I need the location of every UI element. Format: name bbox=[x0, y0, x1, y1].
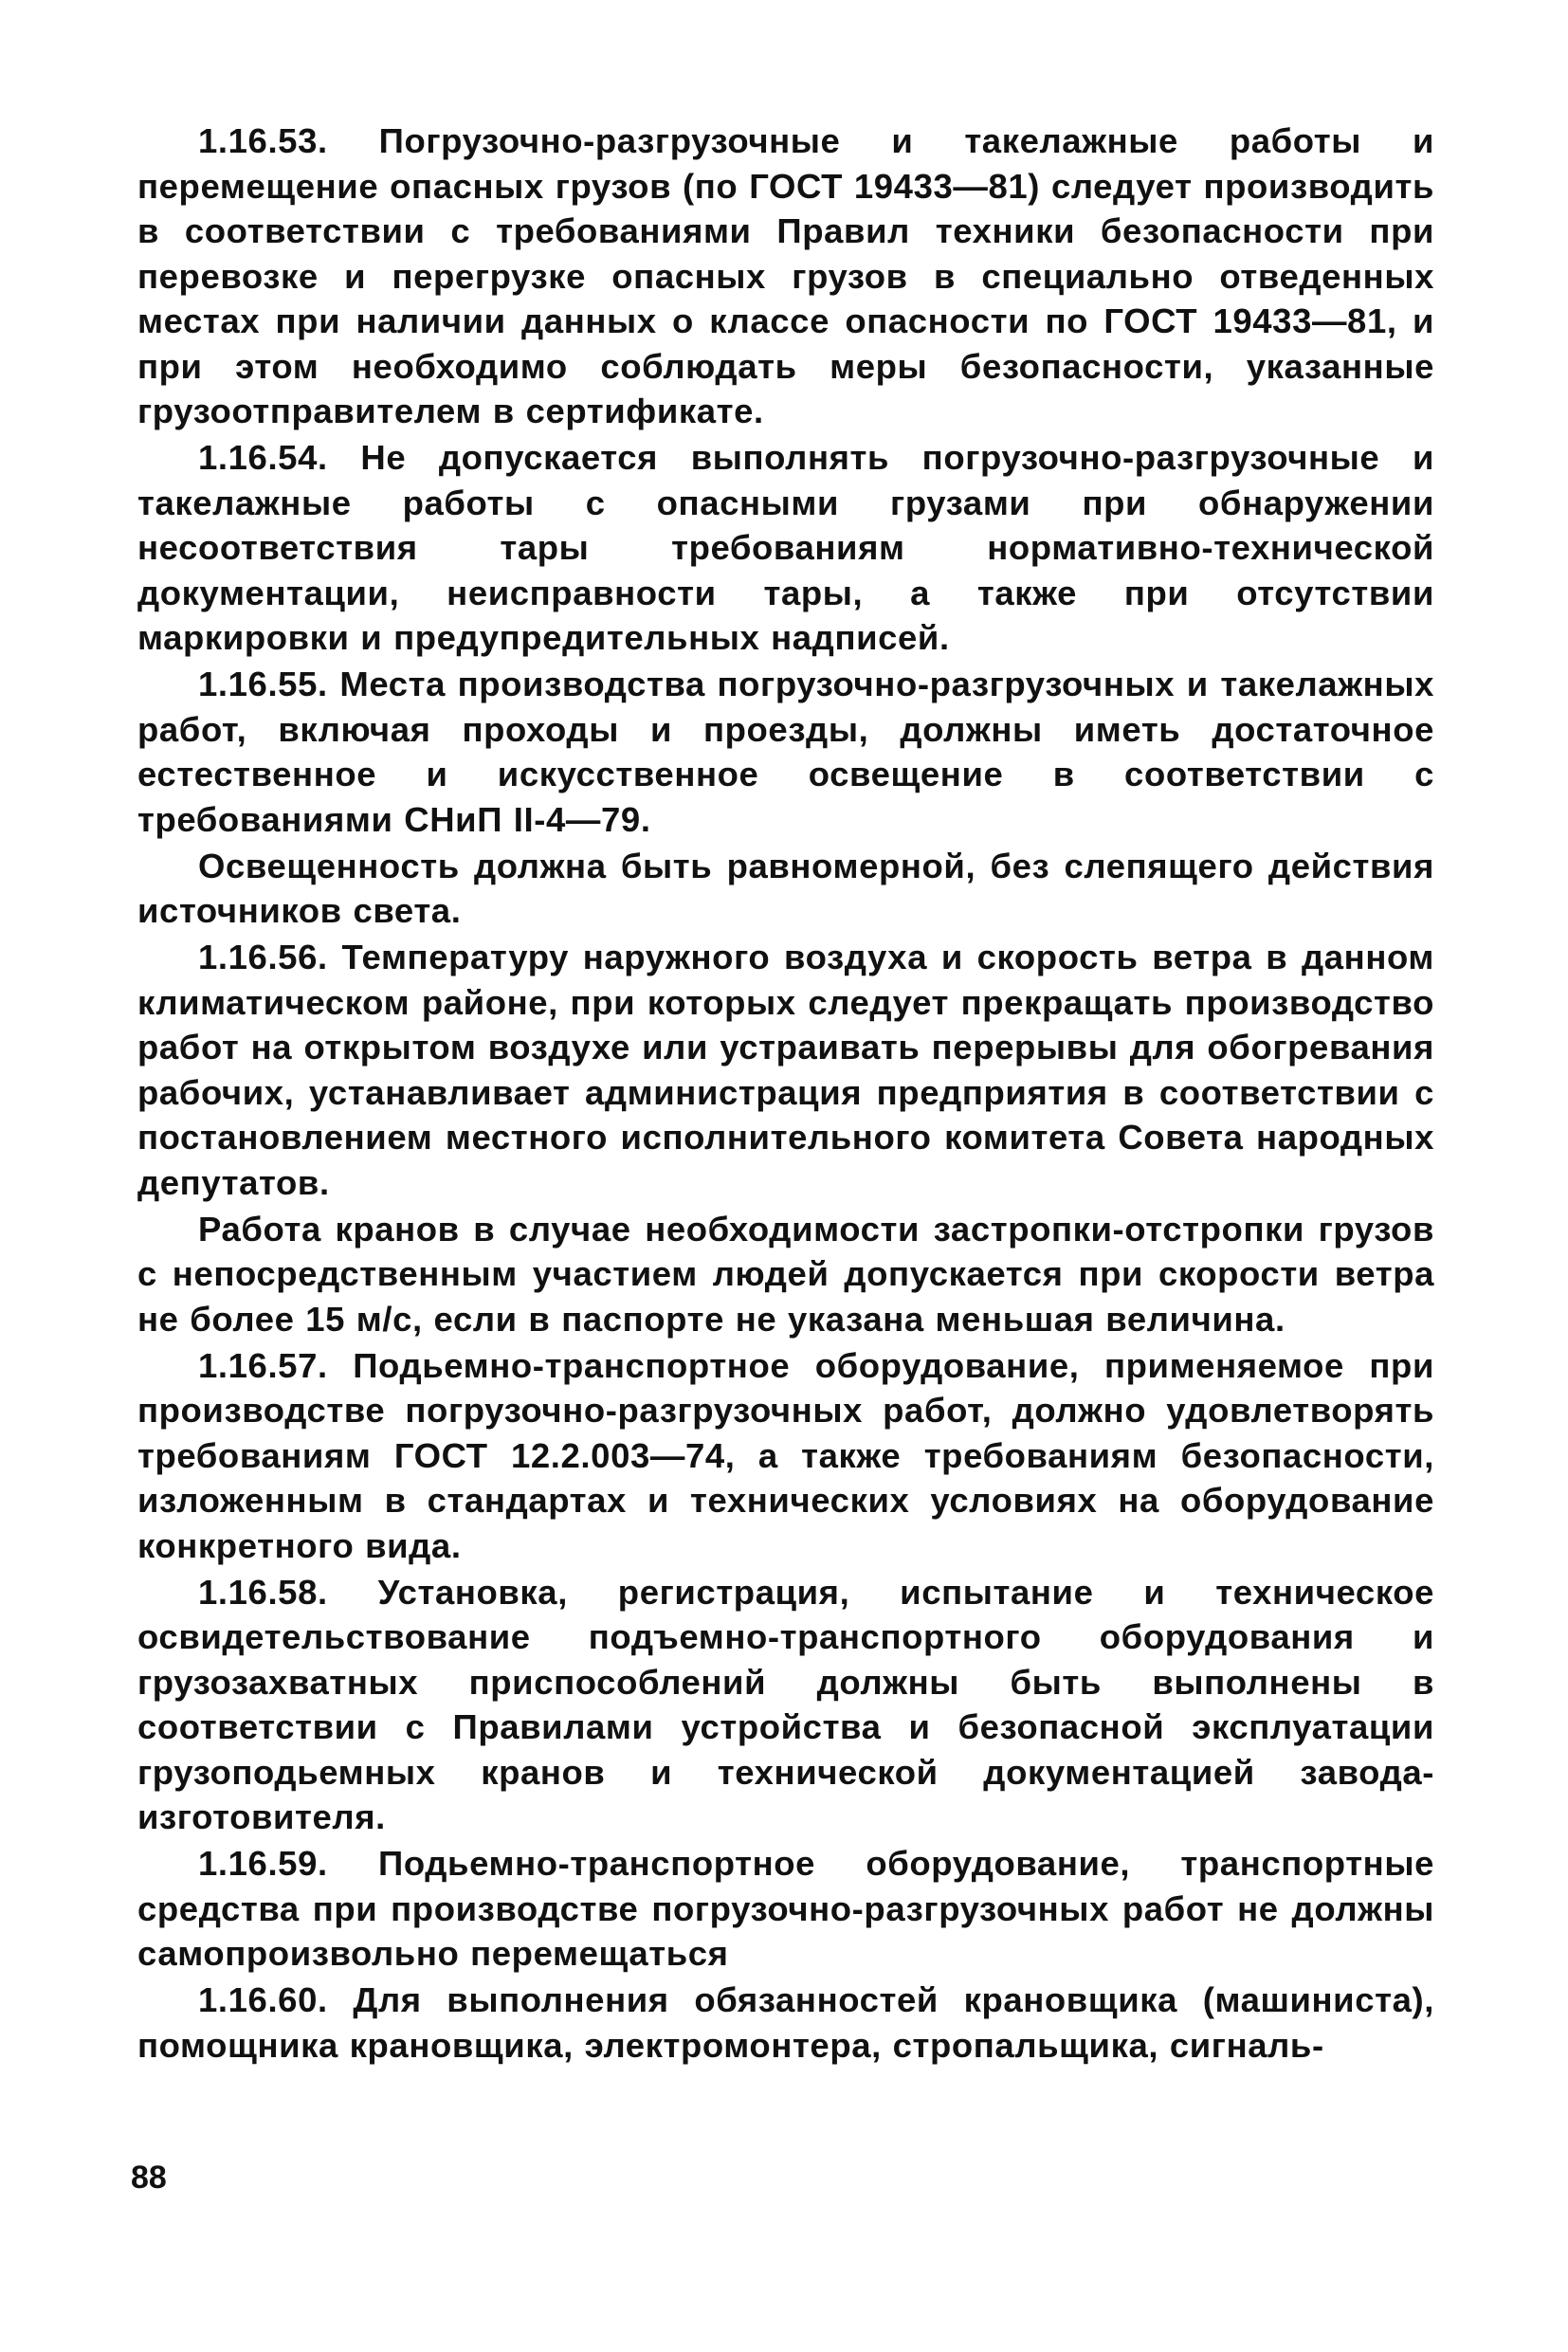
paragraph-1-16-59: 1.16.59. Подьемно-транспортное оборудование, транспортные средства при производстве погрузочно-разгрузочных работ не должны самопроизвольно перемещаться bbox=[137, 1844, 1434, 1973]
paragraph-crane-wind-speed: Работа кранов в случае необходимости застропки-отстропки грузов с непосредственным участием людей допускается при скорости ветра не более 15 м/с, если в паспорте не указана меньшая величина. bbox=[137, 1209, 1434, 1339]
paragraph-1-16-55: 1.16.55. Места производства погрузочно-разгрузочных и такелажных работ, включая проходы и проезды, должны иметь достаточное естественное и искусственное освещение в соответствии с требованиями СНиП II-4—79. bbox=[137, 665, 1434, 839]
paragraph-1-16-53: 1.16.53. Погрузочно-разгрузочные и такелажные работы и перемещение опасных грузов (по ГОСТ 19433—81) следует производить в соответствии с требованиями Правил техники безопасности при перевозке и перегрузке опасных грузов в специально отведенных местах при наличии данных о классе опасности по ГОСТ 19433—81, и при этом необходимо соблюдать меры безопасности, указанные грузоотправителем в сертификате. bbox=[137, 121, 1434, 430]
paragraph-1-16-58: 1.16.58. Установка, регистрация, испытание и техническое освидетельствование подъемно-транспортного оборудования и грузозахватных приспособлений должны быть выполнены в соответствии с Правилами устройства и безопасной эксплуатации грузоподьемных кранов и технической документацией завода-изготовителя. bbox=[137, 1572, 1434, 1836]
page-number: 88 bbox=[131, 2160, 167, 2196]
paragraph-1-16-60: 1.16.60. Для выполнения обязанностей крановщика (машиниста), помощника крановщика, электромонтера, стропальщика, сигналь- bbox=[137, 1980, 1434, 2065]
paragraph-1-16-57: 1.16.57. Подьемно-транспортное оборудование, применяемое при производстве погрузочно-разгрузочных работ, должно удовлетворять требованиям ГОСТ 12.2.003—74, а также требованиям безопасности, изложенным в стандартах и технических условиях на оборудование конкретного вида. bbox=[137, 1345, 1434, 1565]
paragraph-1-16-56: 1.16.56. Температуру наружного воздуха и скорость ветра в данном климатическом районе, при которых следует прекращать производство работ на открытом воздухе или устраивать перерывы для обогревания рабочих, устанавливает администрация предприятия в соответствии с постановлением местного исполнительного комитета Совета народных депутатов. bbox=[137, 938, 1434, 1202]
paragraph-1-16-54: 1.16.54. Не допускается выполнять погрузочно-разгрузочные и такелажные работы с опасными грузами при обнаружении несоответствия тары требованиям нормативно-технической документации, неисправности тары, а также при отсутствии маркировки и предупредительных надписей. bbox=[137, 438, 1434, 657]
paragraph-lighting-uniformity: Освещенность должна быть равномерной, без слепящего действия источников света. bbox=[137, 846, 1434, 930]
page-body bbox=[137, 119, 1434, 2069]
